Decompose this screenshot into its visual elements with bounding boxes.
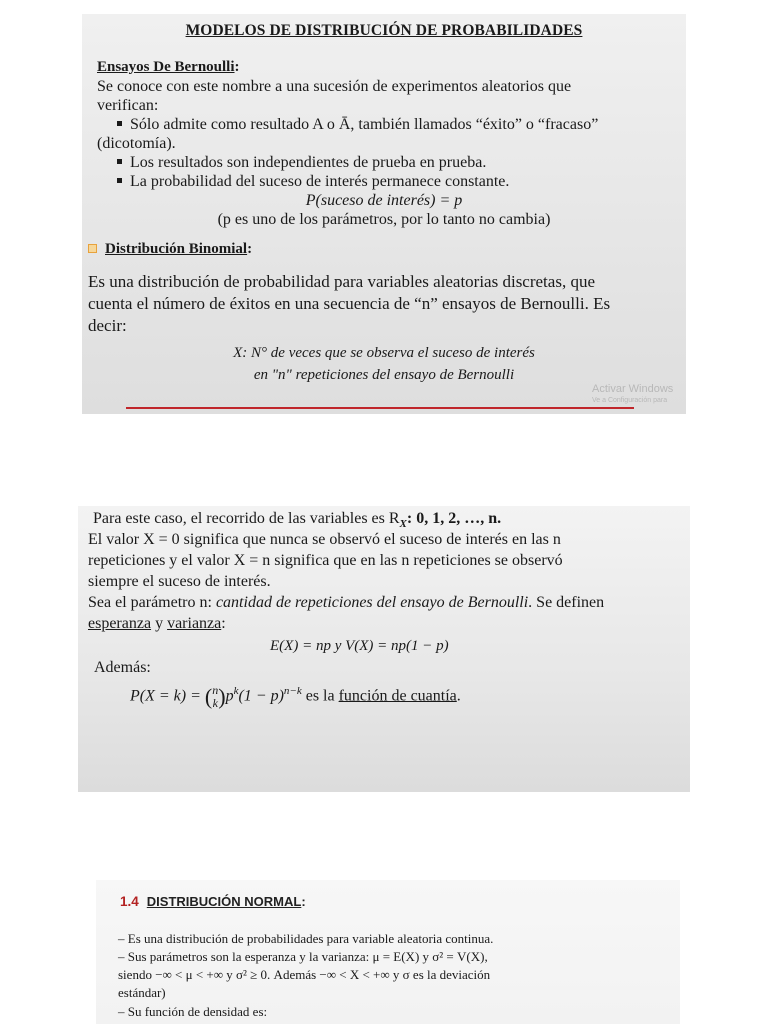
binomial-heading: Distribución Binomial:	[105, 241, 253, 257]
normal-item-3: – Su función de densidad es:	[118, 1004, 268, 1019]
normal-distribution-slide	[96, 880, 680, 1024]
binomial-details-slide	[78, 506, 690, 792]
random-variable-definition-line2: en "n" repeticiones del ensayo de Bernoulli	[253, 367, 515, 383]
right-paren-icon: )	[218, 683, 226, 709]
red-divider	[126, 407, 634, 409]
formula-expectation-variance: E(X) = np y V(X) = np(1 − p)	[270, 638, 449, 654]
binomial-text-line3: decir:	[88, 316, 127, 335]
bernoulli-heading: Ensayos De Bernoulli:	[97, 59, 240, 75]
parameter-line: Sea el parámetro n: cantidad de repeticiones del ensayo de Bernoulli. Se definen	[88, 594, 605, 611]
binomial-text-line2: cuenta el número de éxitos en una secuencia de “n” ensayos de Bernoulli. Es	[88, 294, 611, 313]
section-heading-normal: 1.4 DISTRIBUCIÓN NORMAL:	[120, 894, 306, 909]
normal-item-2: – Sus parámetros son la esperanza y la varianza: μ = E(X) y σ² = V(X),	[118, 949, 488, 964]
normal-item-2-continuation: siendo −∞ < μ < +∞ y σ² ≥ 0. Además −∞ < X < +∞ y σ es la deviación	[118, 967, 491, 982]
activation-watermark-title: Activar Windows	[592, 383, 674, 395]
bernoulli-intro-line1: Se conoce con este nombre a una sucesión de experimentos aleatorios que	[97, 78, 572, 95]
binomial-text-line1: Es una distribución de probabilidad para variables aleatorias discretas, que	[88, 272, 595, 291]
formula-note: (p es uno de los parámetros, por lo tanto no cambia)	[217, 211, 551, 228]
expectation-variance-line: esperanza y varianza:	[88, 615, 226, 632]
normal-item-2-continuation2: estándar)	[118, 985, 166, 1000]
text-line: repeticiones y el valor X = n significa que en las n repeticiones se observó	[88, 552, 563, 569]
text-line: El valor X = 0 significa que nunca se observó el suceso de interés en las n	[88, 531, 561, 548]
bernoulli-binomial-slide	[82, 14, 686, 414]
bullet-item: La probabilidad del suceso de interés permanece constante.	[117, 172, 509, 191]
ademas-label: Además:	[94, 659, 151, 676]
bullet-square-icon	[117, 178, 122, 183]
probability-mass-function: P(X = k) = ( n k )$p^k(1 - p)^{n-k}$ es la función de cuantía.	[130, 682, 461, 710]
checkbox-bullet-icon	[88, 244, 97, 253]
bernoulli-intro-line2: verifican:	[97, 97, 159, 114]
left-paren-icon: (	[204, 683, 213, 709]
activation-watermark-subtitle: Ve a Configuración para	[592, 397, 668, 404]
bullet-square-icon	[117, 159, 122, 164]
binomial-coefficient: n k	[212, 682, 219, 710]
bullet-square-icon	[117, 121, 122, 126]
bullet-item-continuation: (dicotomía).	[97, 135, 176, 152]
bullet-item: Sólo admite como resultado A o Ā, también llamados “éxito” o “fracaso”	[117, 115, 598, 134]
page-title: MODELOS DE DISTRIBUCIÓN DE PROBABILIDADES	[185, 22, 583, 39]
text-line: siempre el suceso de interés.	[88, 573, 271, 590]
random-variable-definition-line1: X: N° de veces que se observa el suceso de interés	[233, 345, 535, 361]
range-line: Para este caso, el recorrido de las variables es $R_X$: 0, 1, 2, …, n.	[93, 510, 502, 531]
normal-item-1: – Es una distribución de probabilidades para variable aleatoria continua.	[118, 931, 494, 946]
bullet-item: Los resultados son independientes de prueba en prueba.	[117, 153, 486, 172]
formula-probability-p: P(suceso de interés) = p	[305, 192, 463, 209]
